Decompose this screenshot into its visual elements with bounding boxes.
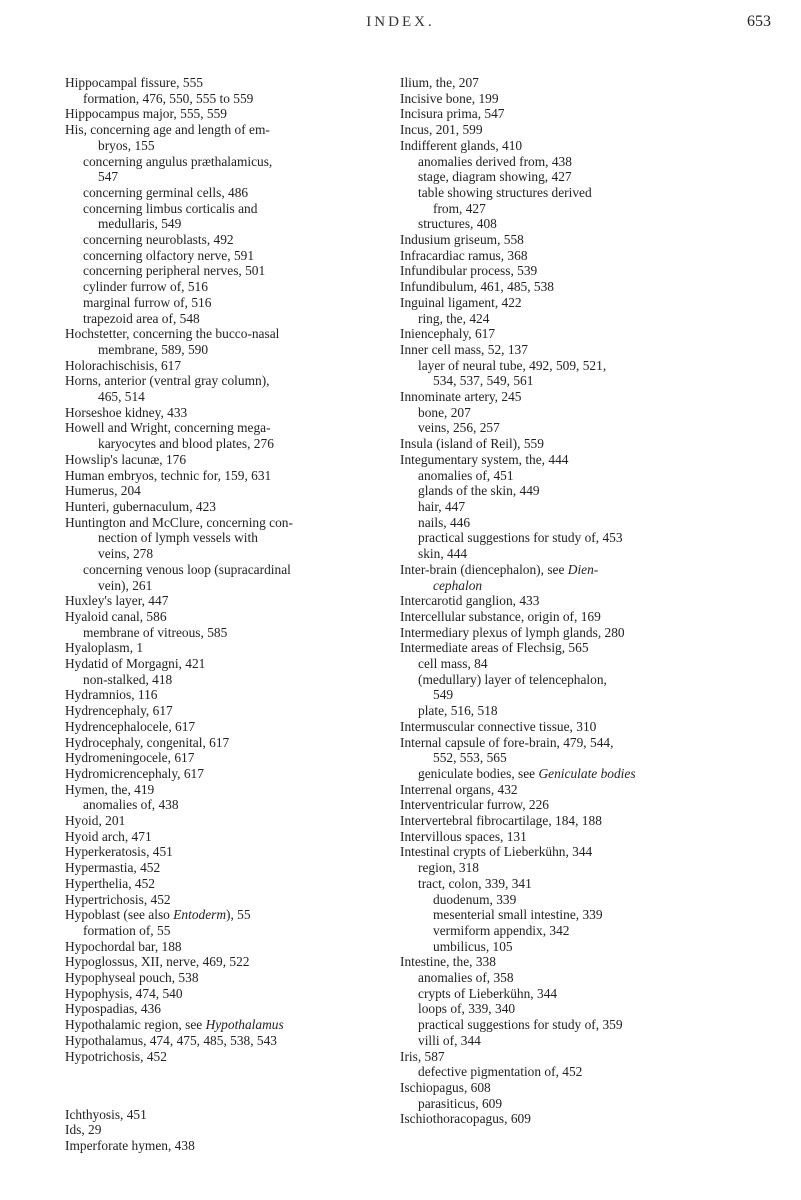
index-entry <box>65 122 385 138</box>
entry-text: Intercarotid ganglion, 433 <box>400 593 540 609</box>
entry-text: 549 <box>433 687 454 703</box>
index-entry <box>65 515 385 531</box>
index-entry <box>65 326 385 342</box>
entry-text: Hydramnios, 116 <box>65 687 158 703</box>
entry-text: Iniencephaly, 617 <box>400 326 496 342</box>
index-entry <box>400 122 760 138</box>
index-entry <box>65 1138 385 1154</box>
entry-text: Horseshoe kidney, 433 <box>65 404 188 420</box>
entry-text: geniculate bodies, see <box>418 765 539 781</box>
index-entry <box>65 876 385 892</box>
entry-text: anomalies of, 451 <box>418 467 514 483</box>
index-subentry <box>65 154 385 170</box>
index-subentry <box>65 185 385 201</box>
index-subentry <box>400 750 760 766</box>
index-subentry <box>65 530 385 546</box>
index-subentry <box>65 797 385 813</box>
entry-text: Hypophysis, 474, 540 <box>65 985 183 1001</box>
index-subentry <box>65 201 385 217</box>
entry-text: Hypertrichosis, 452 <box>65 891 171 907</box>
entry-text: trapezoid area of, 548 <box>83 310 200 326</box>
entry-text: membrane of vitreous, 585 <box>83 624 228 640</box>
entry-text: Indusium griseum, 558 <box>400 232 524 248</box>
index-subentry <box>65 279 385 295</box>
entry-text: Interrenal organs, 432 <box>400 781 518 797</box>
entry-text: anomalies of, 358 <box>418 970 514 986</box>
index-subentry <box>400 468 760 484</box>
index-subentry <box>400 201 760 217</box>
index-entry <box>400 829 760 845</box>
entry-text: Ilium, the, 207 <box>400 75 479 90</box>
entry-text: Intervillous spaces, 131 <box>400 828 527 844</box>
entry-cross-reference: Geniculate bodies <box>538 765 636 781</box>
index-entry <box>65 766 385 782</box>
index-subentry <box>400 530 760 546</box>
entry-cross-reference: Dien- <box>567 561 599 577</box>
index-entry <box>65 970 385 986</box>
index-entry <box>65 483 385 499</box>
index-entry <box>400 279 760 295</box>
index-subentry <box>400 1033 760 1049</box>
entry-text: Horns, anterior (ventral gray column), <box>65 373 270 389</box>
entry-text: structures, 408 <box>418 216 497 232</box>
entry-text: Hyaloplasm, 1 <box>65 640 144 656</box>
index-subentry <box>400 154 760 170</box>
index-entry <box>65 750 385 766</box>
index-entry <box>65 829 385 845</box>
entry-text: Intestine, the, 338 <box>400 954 496 970</box>
index-entry <box>65 687 385 703</box>
index-subentry <box>400 1064 760 1080</box>
entry-text: Hypothalamic region, see <box>65 1017 206 1033</box>
entry-text: veins, 256, 257 <box>418 420 500 436</box>
index-subentry <box>65 232 385 248</box>
entry-text: Hyaloid canal, 586 <box>65 608 167 624</box>
entry-text: Incus, 201, 599 <box>400 122 483 138</box>
index-subentry <box>400 672 760 688</box>
index-entry <box>400 342 760 358</box>
index-entry <box>400 91 760 107</box>
index-entry <box>65 892 385 908</box>
entry-text: Hydromicrencephaly, 617 <box>65 765 204 781</box>
entry-text: Hyoid, 201 <box>65 813 126 829</box>
entry-text: vein), 261 <box>98 577 153 593</box>
entry-text: Hunteri, gubernaculum, 423 <box>65 498 216 514</box>
index-entry <box>400 813 760 829</box>
entry-text: loops of, 339, 340 <box>418 1001 516 1017</box>
index-subentry <box>65 263 385 279</box>
entry-text: Intermuscular connective tissue, 310 <box>400 718 597 734</box>
entry-text: Hydrocephaly, congenital, 617 <box>65 734 230 750</box>
index-entry <box>400 232 760 248</box>
entry-text: Innominate artery, 245 <box>400 389 522 405</box>
entry-text: Incisura prima, 547 <box>400 106 505 122</box>
entry-text: Howell and Wright, concerning mega- <box>65 420 271 436</box>
index-entry <box>400 452 760 468</box>
entry-text: anomalies of, 438 <box>83 797 179 813</box>
entry-text: bone, 207 <box>418 404 471 420</box>
entry-text: Ichthyosis, 451 <box>65 1106 147 1122</box>
index-subentry <box>400 892 760 908</box>
entry-text: ring, the, 424 <box>418 310 490 326</box>
entry-text: Hypophyseal pouch, 538 <box>65 970 199 986</box>
index-column-left <box>65 75 385 1154</box>
entry-text: nection of lymph vessels with <box>98 530 258 546</box>
entry-text: Ids, 29 <box>65 1122 102 1138</box>
index-subentry <box>65 311 385 327</box>
entry-text: Hochstetter, concerning the bucco-nasal <box>65 326 280 342</box>
index-subentry <box>400 1096 760 1112</box>
index-entry <box>65 782 385 798</box>
index-entry <box>400 248 760 264</box>
index-entry <box>65 656 385 672</box>
entry-text: defective pigmentation of, 452 <box>418 1064 583 1080</box>
entry-text: plate, 516, 518 <box>418 703 498 719</box>
entry-text: Insula (island of Reil), 559 <box>400 436 544 452</box>
entry-text: Intestinal crypts of Lieberkühn, 344 <box>400 844 593 860</box>
entry-text: Human embryos, technic for, 159, 631 <box>65 467 272 483</box>
index-entry <box>400 75 760 91</box>
index-subentry <box>400 405 760 421</box>
index-entry <box>400 1049 760 1065</box>
index-subentry <box>65 138 385 154</box>
entry-text: (medullary) layer of telencephalon, <box>418 671 607 687</box>
entry-text: Infundibular process, 539 <box>400 263 538 279</box>
entry-text: concerning olfactory nerve, 591 <box>83 247 255 263</box>
index-entry <box>65 954 385 970</box>
entry-text: duodenum, 339 <box>433 891 517 907</box>
page-header <box>0 14 801 44</box>
index-subentry <box>65 672 385 688</box>
entry-text: umbilicus, 105 <box>433 938 513 954</box>
entry-text: Hippocampus major, 555, 559 <box>65 106 227 122</box>
index-subentry <box>65 91 385 107</box>
page-number: 653 <box>747 13 771 30</box>
index-entry <box>400 326 760 342</box>
entry-text: concerning angulus præthalamicus, <box>83 153 273 169</box>
entry-text: formation, 476, 550, 555 to 559 <box>83 90 254 106</box>
entry-text: Iris, 587 <box>400 1048 445 1064</box>
index-subentry <box>400 986 760 1002</box>
index-subentry <box>400 546 760 562</box>
index-entry <box>65 986 385 1002</box>
index-entry <box>400 1111 760 1127</box>
index-entry <box>65 640 385 656</box>
index-entry <box>65 452 385 468</box>
entry-text: His, concerning age and length of em- <box>65 122 270 138</box>
entry-text: non-stalked, 418 <box>83 671 173 687</box>
entry-text: Holorachischisis, 617 <box>65 357 182 373</box>
index-entry <box>65 1033 385 1049</box>
index-subentry <box>65 546 385 562</box>
entry-text: anomalies derived from, 438 <box>418 153 572 169</box>
entry-text: region, 318 <box>418 860 479 876</box>
index-entry <box>65 1017 385 1033</box>
entry-text: Hypothalamus, 474, 475, 485, 538, 543 <box>65 1032 278 1048</box>
index-entry <box>400 106 760 122</box>
index-entry <box>65 844 385 860</box>
entry-text: Hypoglossus, XII, nerve, 469, 522 <box>65 954 250 970</box>
index-subentry <box>400 860 760 876</box>
index-subentry <box>65 923 385 939</box>
index-subentry <box>400 923 760 939</box>
entry-text: Hyperthelia, 452 <box>65 875 155 891</box>
index-subentry <box>400 907 760 923</box>
entry-text: vermiform appendix, 342 <box>433 922 570 938</box>
entry-text: concerning neuroblasts, 492 <box>83 232 234 248</box>
entry-text: Hydrencephaly, 617 <box>65 703 173 719</box>
entry-text: veins, 278 <box>98 546 154 562</box>
index-subentry <box>65 295 385 311</box>
index-entry <box>65 373 385 389</box>
entry-text: villi of, 344 <box>418 1032 481 1048</box>
entry-text: Hypoblast (see also <box>65 907 174 923</box>
entry-cross-reference: Entoderm <box>173 907 227 923</box>
index-subentry <box>400 1001 760 1017</box>
index-subentry <box>400 766 760 782</box>
index-entry <box>65 703 385 719</box>
index-subentry <box>400 499 760 515</box>
entry-text: Hypotrichosis, 452 <box>65 1048 167 1064</box>
entry-text: formation of, 55 <box>83 922 171 938</box>
index-subentry <box>400 687 760 703</box>
entry-text: Ischiothoracopagus, 609 <box>400 1111 531 1127</box>
entry-text: Inguinal ligament, 422 <box>400 294 522 310</box>
entry-text: Inner cell mass, 52, 137 <box>400 341 528 357</box>
entry-text: Hydromeningocele, 617 <box>65 750 195 766</box>
entry-text: Intercellular substance, origin of, 169 <box>400 608 601 624</box>
index-entry <box>400 719 760 735</box>
index-subentry <box>400 703 760 719</box>
entry-text: Indifferent glands, 410 <box>400 137 523 153</box>
index-entry <box>65 75 385 91</box>
index-entry <box>65 719 385 735</box>
index-entry <box>400 625 760 641</box>
index-entry <box>400 954 760 970</box>
index-subentry <box>65 216 385 232</box>
entry-text: Hydrencephalocele, 617 <box>65 718 196 734</box>
entry-text: practical suggestions for study of, 359 <box>418 1017 623 1033</box>
entry-cross-reference: Hypothalamus <box>205 1017 284 1033</box>
index-subentry <box>65 342 385 358</box>
entry-text: glands of the skin, 449 <box>418 483 540 499</box>
entry-text: Hippocampal fissure, 555 <box>65 75 203 90</box>
entry-text: Hyperkeratosis, 451 <box>65 844 173 860</box>
entry-text: Hypermastia, 452 <box>65 860 161 876</box>
index-section-gap <box>65 1078 385 1094</box>
index-subentry <box>400 1017 760 1033</box>
entry-text: nails, 446 <box>418 514 471 530</box>
entry-text: crypts of Lieberkühn, 344 <box>418 985 558 1001</box>
index-entry <box>400 263 760 279</box>
index-entry <box>65 609 385 625</box>
index-subentry <box>400 656 760 672</box>
entry-text: Internal capsule of fore-brain, 479, 544, <box>400 734 614 750</box>
index-subentry <box>65 562 385 578</box>
entry-text: tract, colon, 339, 341 <box>418 875 532 891</box>
entry-text: Integumentary system, the, 444 <box>400 451 569 467</box>
index-entry <box>400 797 760 813</box>
index-entry <box>65 1049 385 1065</box>
entry-text: medullaris, 549 <box>98 216 182 232</box>
index-entry <box>65 106 385 122</box>
index-subentry <box>400 185 760 201</box>
index-subentry <box>400 876 760 892</box>
entry-text: Intermediary plexus of lymph glands, 280 <box>400 624 625 640</box>
entry-text: concerning limbus corticalis and <box>83 200 258 216</box>
entry-text: Infracardiac ramus, 368 <box>400 247 528 263</box>
entry-text: layer of neural tube, 492, 509, 521, <box>418 357 607 373</box>
entry-text: Ischiopagus, 608 <box>400 1080 491 1095</box>
index-subentry <box>65 248 385 264</box>
index-subentry <box>65 578 385 594</box>
index-entry <box>400 436 760 452</box>
index-entry <box>400 593 760 609</box>
entry-text: parasiticus, 609 <box>418 1095 503 1111</box>
index-entry <box>65 499 385 515</box>
index-subentry <box>400 970 760 986</box>
index-entry <box>400 735 760 751</box>
index-entry <box>65 907 385 923</box>
index-subentry <box>400 483 760 499</box>
entry-cross-reference: cephalon <box>433 577 483 593</box>
index-subentry <box>400 373 760 389</box>
index-subentry <box>400 420 760 436</box>
index-entry <box>65 420 385 436</box>
entry-text: karyocytes and blood plates, 276 <box>98 436 274 452</box>
entry-text: cylinder furrow of, 516 <box>83 279 208 295</box>
index-entry <box>65 860 385 876</box>
index-entry <box>65 405 385 421</box>
index-entry <box>65 939 385 955</box>
index-entry <box>65 358 385 374</box>
index-subentry <box>65 169 385 185</box>
entry-text: Infundibulum, 461, 485, 538 <box>400 279 554 295</box>
entry-text: Huxley's layer, 447 <box>65 593 169 609</box>
entry-text: concerning venous loop (supracardinal <box>83 561 291 577</box>
index-subentry <box>65 625 385 641</box>
entry-text: Imperforate hymen, 438 <box>65 1138 195 1154</box>
index-entry <box>400 844 760 860</box>
entry-text: Inter-brain (diencephalon), see <box>400 561 568 577</box>
index-subentry <box>400 939 760 955</box>
entry-text: hair, 447 <box>418 498 466 514</box>
index-column-right <box>400 75 760 1127</box>
entry-text: bryos, 155 <box>98 137 155 153</box>
entry-text: 465, 514 <box>98 389 145 405</box>
entry-text: Intermediate areas of Flechsig, 565 <box>400 640 589 656</box>
entry-text: cell mass, 84 <box>418 656 488 672</box>
index-entry <box>400 138 760 154</box>
index-entry <box>65 813 385 829</box>
entry-text: marginal furrow of, 516 <box>83 294 212 310</box>
index-entry <box>65 1107 385 1123</box>
entry-text: Intervertebral fibrocartilage, 184, 188 <box>400 813 602 829</box>
entry-text: table showing structures derived <box>418 184 592 200</box>
index-entry <box>400 640 760 656</box>
index-subentry <box>400 578 760 594</box>
index-entry <box>400 562 760 578</box>
index-entry <box>65 593 385 609</box>
entry-text: 552, 553, 565 <box>433 750 507 766</box>
entry-text: Hyoid arch, 471 <box>65 828 152 844</box>
entry-text: Humerus, 204 <box>65 483 141 499</box>
entry-text: Hymen, the, 419 <box>65 781 155 797</box>
index-entry <box>400 609 760 625</box>
index-subentry <box>65 436 385 452</box>
entry-text: Hypospadias, 436 <box>65 1001 161 1017</box>
index-entry <box>400 782 760 798</box>
index-subentry <box>400 515 760 531</box>
entry-text: Hydatid of Morgagni, 421 <box>65 656 206 672</box>
index-entry <box>400 295 760 311</box>
index-entry <box>65 1122 385 1138</box>
entry-text: Interventricular furrow, 226 <box>400 797 549 813</box>
index-entry <box>400 1080 760 1096</box>
entry-text: stage, diagram showing, 427 <box>418 169 572 185</box>
index-entry <box>65 735 385 751</box>
entry-text: concerning peripheral nerves, 501 <box>83 263 266 279</box>
index-subentry <box>400 169 760 185</box>
entry-text: membrane, 589, 590 <box>98 341 209 357</box>
entry-text: from, 427 <box>433 200 486 216</box>
index-subentry <box>400 311 760 327</box>
entry-text: mesenterial small intestine, 339 <box>433 907 603 923</box>
index-subentry <box>400 216 760 232</box>
index-entry <box>400 389 760 405</box>
entry-text: Hypochordal bar, 188 <box>65 938 182 954</box>
entry-text: skin, 444 <box>418 546 468 562</box>
entry-text: 547 <box>98 169 119 185</box>
index-subentry <box>65 389 385 405</box>
running-title: INDEX. <box>366 14 435 30</box>
entry-text: Incisive bone, 199 <box>400 90 499 106</box>
entry-text: 534, 537, 549, 561 <box>433 373 534 389</box>
index-entry <box>65 1001 385 1017</box>
index-subentry <box>400 358 760 374</box>
entry-text: concerning germinal cells, 486 <box>83 184 249 200</box>
entry-text: practical suggestions for study of, 453 <box>418 530 623 546</box>
entry-text: Howslip's lacunæ, 176 <box>65 451 187 467</box>
entry-text-after: ), 55 <box>226 907 251 923</box>
index-entry <box>65 468 385 484</box>
entry-text: Huntington and McClure, concerning con- <box>65 514 293 530</box>
